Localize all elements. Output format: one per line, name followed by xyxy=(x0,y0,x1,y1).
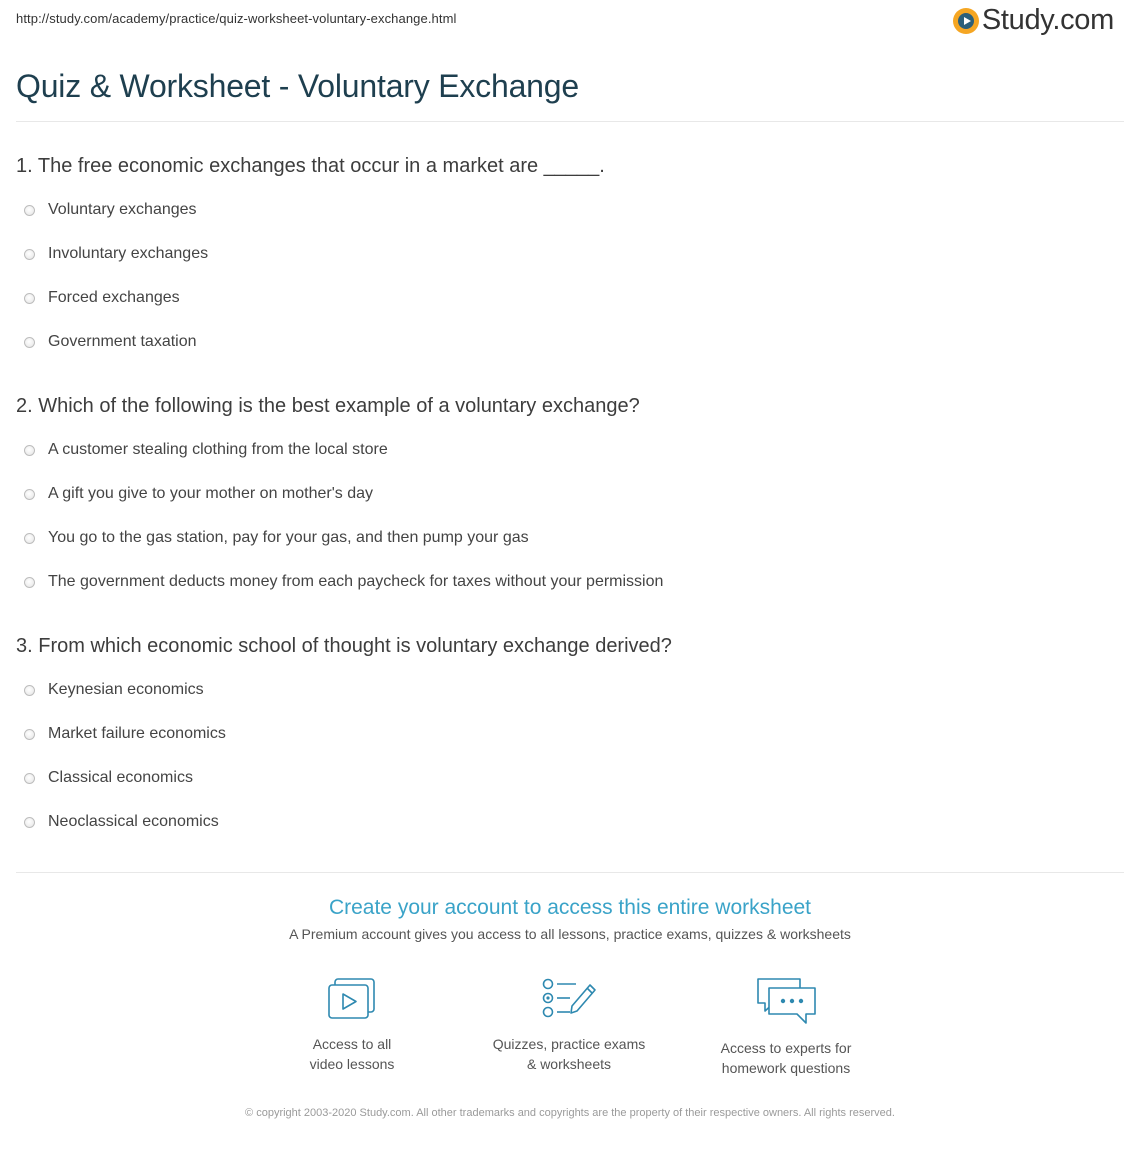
q1-option-3[interactable] xyxy=(24,287,180,309)
chat-bubbles-icon xyxy=(754,976,818,1026)
option-label: A customer stealing clothing from the local store xyxy=(48,441,388,458)
q2-option-4[interactable] xyxy=(24,571,663,593)
radio-button[interactable] xyxy=(24,249,35,260)
q2-option-2[interactable] xyxy=(24,483,373,505)
radio-button[interactable] xyxy=(24,817,35,828)
feature-label: Access to experts for homework questions xyxy=(720,1040,852,1076)
radio-button[interactable] xyxy=(24,489,35,500)
option-label: Classical economics xyxy=(48,769,193,786)
radio-button[interactable] xyxy=(24,337,35,348)
option-label: Involuntary exchanges xyxy=(48,245,209,262)
option-label: Forced exchanges xyxy=(48,289,180,306)
option-label: The government deducts money from each paycheck for taxes without your permission xyxy=(48,573,664,590)
q3-option-2[interactable] xyxy=(24,723,226,745)
feature-quizzes xyxy=(469,976,669,1074)
study-logo[interactable] xyxy=(953,4,1114,37)
logo-text: Study.com xyxy=(981,4,1114,36)
q1-option-2[interactable] xyxy=(24,243,208,265)
quiz-checklist-icon xyxy=(540,976,598,1022)
option-label: A gift you give to your mother on mother's day xyxy=(48,485,373,502)
radio-button[interactable] xyxy=(24,205,35,216)
option-label: Keynesian economics xyxy=(48,681,204,698)
question-1: 1. The free economic exchanges that occur in a market are _____. xyxy=(16,155,605,177)
radio-button[interactable] xyxy=(24,685,35,696)
feature-label: Access to all video lessons xyxy=(309,1036,395,1072)
option-label: Neoclassical economics xyxy=(48,813,219,830)
q3-option-1[interactable] xyxy=(24,679,204,701)
q2-option-3[interactable] xyxy=(24,527,529,549)
q3-option-4[interactable] xyxy=(24,811,219,833)
option-label: Market failure economics xyxy=(48,725,226,742)
page-title: Quiz & Worksheet - Voluntary Exchange xyxy=(16,68,579,104)
premium-description: A Premium account gives you access to all lessons, practice exams, quizzes & worksheets xyxy=(289,926,851,942)
q2-option-1[interactable] xyxy=(24,439,388,461)
question-2: 2. Which of the following is the best example of a voluntary exchange? xyxy=(16,395,640,417)
radio-button[interactable] xyxy=(24,293,35,304)
feature-label: Quizzes, practice exams & worksheets xyxy=(492,1036,646,1072)
cta-divider xyxy=(16,872,1124,873)
radio-button[interactable] xyxy=(24,773,35,784)
q1-option-4[interactable] xyxy=(24,331,197,353)
radio-button[interactable] xyxy=(24,577,35,588)
option-label: Government taxation xyxy=(48,333,197,350)
radio-button[interactable] xyxy=(24,729,35,740)
option-label: You go to the gas station, pay for your gas, and then pump your gas xyxy=(48,529,529,546)
option-label: Voluntary exchanges xyxy=(48,201,197,218)
radio-button[interactable] xyxy=(24,445,35,456)
feature-experts xyxy=(686,976,886,1078)
play-circle-icon xyxy=(953,8,979,34)
q3-option-3[interactable] xyxy=(24,767,193,789)
feature-video-lessons xyxy=(252,976,452,1074)
title-divider xyxy=(16,121,1124,122)
radio-button[interactable] xyxy=(24,533,35,544)
question-3: 3. From which economic school of thought is voluntary exchange derived? xyxy=(16,635,672,657)
video-lessons-icon xyxy=(326,976,378,1022)
copyright-notice: © copyright 2003-2020 Study.com. All other trademarks and copyrights are the property of their respective owners. All rights reserved. xyxy=(245,1107,895,1119)
create-account-link[interactable]: Create your account to access this entire worksheet xyxy=(328,896,812,919)
page-url: http://study.com/academy/practice/quiz-worksheet-voluntary-exchange.html xyxy=(16,11,457,26)
q1-option-1[interactable] xyxy=(24,199,197,221)
